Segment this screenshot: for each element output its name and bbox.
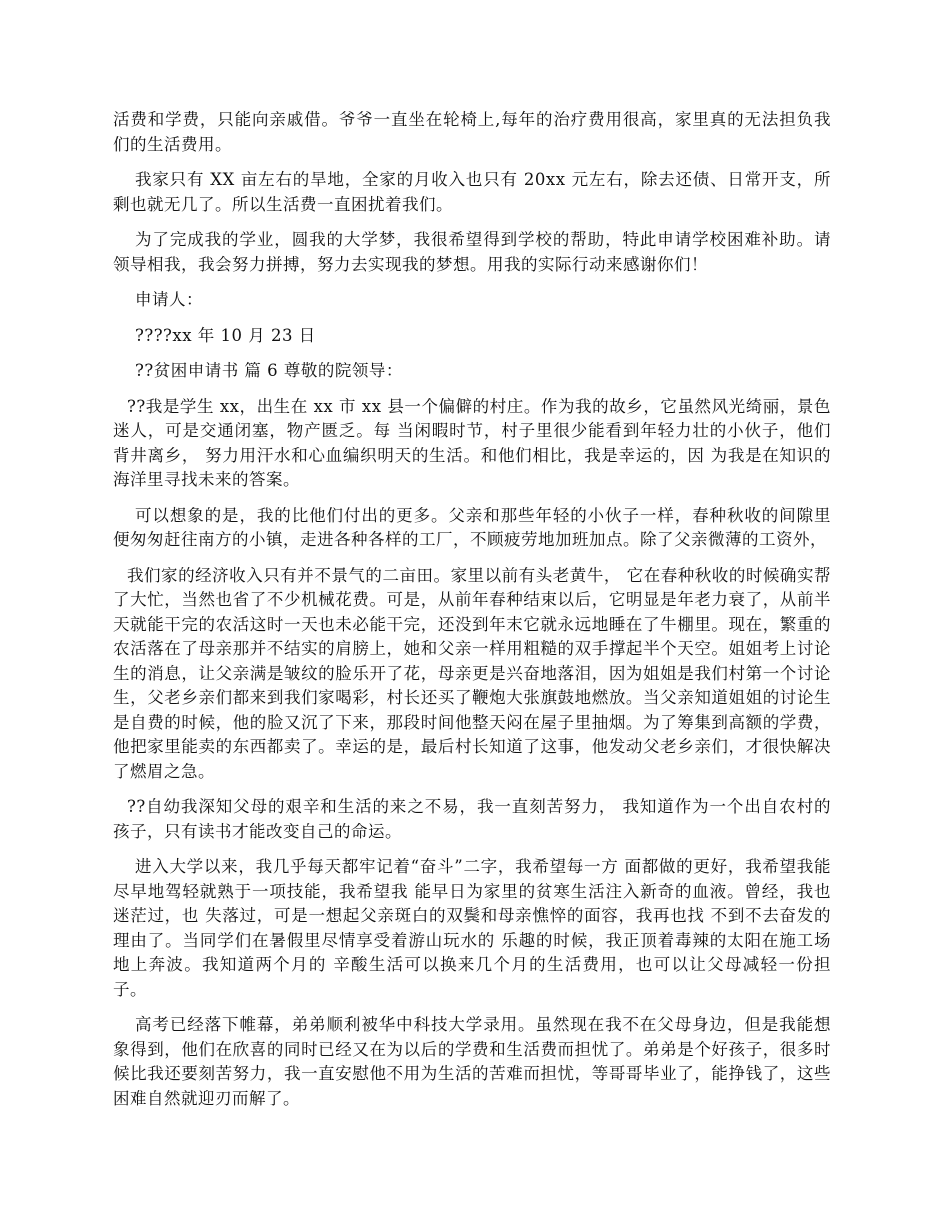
applicant-label: 申请人： <box>135 290 203 309</box>
paragraph: 可以想象的是，我的比他们付出的更多。父亲和那些年轻的小伙子一样，春种秋收的间隙里便匆匆赶往南方的小镇，走进各种各样的工厂，不顾疲劳地加班加点。除了父亲微薄的工资外， <box>113 505 831 549</box>
paragraph: ??自幼我深知父母的艰辛和生活的来之不易，我一直刻苦努力， 我知道作为一个出自农村的孩子，只有读书才能改变自己的命运。 <box>113 797 831 841</box>
paragraph: 为了完成我的学业，圆我的大学梦，我很希望得到学校的帮助，特此申请学校困难补助。请领导相我，我会努力拼搏，努力去实现我的梦想。用我的实际行动来感谢你们！ <box>113 230 831 274</box>
document-page <box>113 108 831 1122</box>
paragraph: 高考已经落下帷幕，弟弟顺利被华中科技大学录用。虽然现在我不在父母身边，但是我能想象得到，他们在欣喜的同时已经又在为以后的学费和生活费而担忧了。弟弟是个好孩子，很多时候比我还要刻苦努力，我一直安慰他不用为生活的苦难而担忧，等哥哥毕业了，能挣钱了，这些困难自然就迎刃而解了。 <box>113 1015 831 1108</box>
paragraph: 进入大学以来，我几乎每天都牢记着“奋斗”二字，我希望每一方 面都做的更好，我希望我能尽早地驾轻就熟于一项技能，我希望我 能早日为家里的贫寒生活注入新奇的血液。曾经，我也迷茫过，也 失落过，可是一想起父亲斑白的双鬓和母亲憔悴的面容，我再也找 不到不去奋发的理由了。当同学们在暑假里尽情享受着游山玩水的 乐趣的时候，我正顶着毒辣的太阳在施工场地上奔波。我知道两个月的 辛酸生活可以换来几个月的生活费用，也可以让父母减轻一份担子。 <box>113 857 831 999</box>
date-line: ????xx 年 10 月 23 日 <box>135 325 316 345</box>
paragraph: 活费和学费，只能向亲戚借。爷爷一直坐在轮椅上,每年的治疗费用很高，家里真的无法担负我们的生活费用。 <box>113 110 831 154</box>
paragraph: ??我是学生 xx，出生在 xx 市 xx 县一个偏僻的村庄。作为我的故乡，它虽然风光绮丽，景色迷人，可是交通闭塞，物产匮乏。每 当闲暇时节，村子里很少能看到年轻力壮的小伙子，他们背井离乡， 努力用汗水和心血编织明天的生活。和他们相比，我是幸运的，因 为我是在知识的海洋里寻找未来的答案。 <box>113 396 831 489</box>
section-heading: ??贫困申请书 篇 6 尊敬的院领导： <box>135 361 403 380</box>
paragraph: 我家只有 XX 亩左右的旱地，全家的月收入也只有 20xx 元左右，除去还债、日常开支，所剩也就无几了。所以生活费一直困扰着我们。 <box>113 170 831 214</box>
paragraph: 我们家的经济收入只有并不景气的二亩田。家里以前有头老黄牛， 它在春种秋收的时候确实帮了大忙，当然也省了不少机械花费。可是，从前年春种结束以后，它明显是年老力衰了，从前半天就能干完的农活这时一天也未必能干完，还没到年末它就永远地睡在了牛棚里。现在，繁重的农活落在了母亲那并不结实的肩膀上，她和父亲一样用粗糙的双手撑起半个天空。姐姐考上讨论生的消息，让父亲满是皱纹的脸乐开了花，母亲更是兴奋地落泪，因为姐姐是我们村第一个讨论生，父老乡亲们都来到我们家喝彩，村长还买了鞭炮大张旗鼓地燃放。当父亲知道姐姐的讨论生是自费的时候，他的脸又沉了下来，那段时间他整天闷在屋子里抽烟。为了筹集到高额的学费，他把家里能卖的东西都卖了。幸运的是，最后村长知道了这事，他发动父老乡亲们，才很快解决了燃眉之急。 <box>113 565 831 781</box>
